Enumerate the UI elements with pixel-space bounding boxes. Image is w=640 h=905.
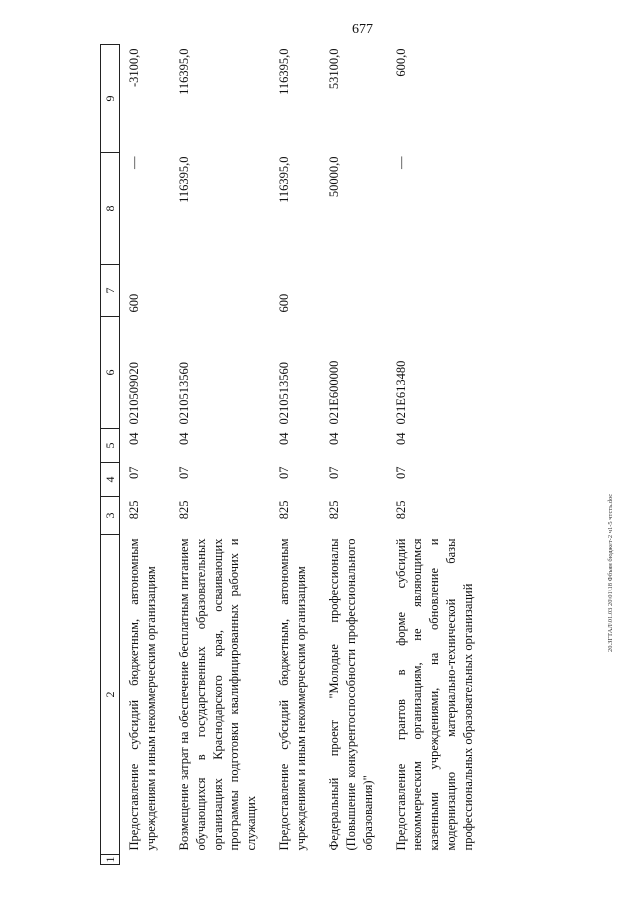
header-cell: 9 — [101, 45, 120, 153]
cell-expense-type — [387, 265, 487, 317]
page-number: 677 — [352, 22, 373, 37]
table-row — [387, 45, 487, 865]
cell-expense-type — [320, 265, 387, 317]
cell-target-code: 0210509020 — [127, 362, 141, 425]
cell-expense-type: 600 — [277, 293, 292, 313]
cell-amount-1: — — [393, 156, 408, 169]
row-description: Предоставление грантов в форме субсидий некоммерческим организациям, не являющимся казенными учреждениями, на обновление и модернизацию материально-технической базы профессиональных образовательных организаций — [393, 538, 475, 851]
cell-target-code: 021E600000 — [326, 360, 341, 425]
cell-amount-2: 116395,0 — [176, 48, 191, 95]
header-cell: 8 — [101, 153, 120, 265]
cell-section: 07 — [393, 466, 408, 479]
cell-target-code: 0210513560 — [176, 362, 191, 425]
cell-section: 07 — [326, 466, 341, 479]
cell-ministry: 825 — [277, 500, 292, 520]
cell-ministry: 825 — [127, 500, 141, 520]
header-cell: 3 — [101, 497, 120, 535]
header-cell: 2 — [101, 535, 120, 855]
row-description: Предоставление субсидий бюджетным, автономным учреждениям и иным некоммерческим организациям — [277, 538, 308, 851]
cell-subsection: 04 — [127, 432, 141, 445]
cell-ministry: 825 — [393, 500, 408, 520]
cell-target-code: 0210513560 — [277, 362, 292, 425]
cell-target-code: 021E613480 — [393, 360, 408, 425]
cell-section: 07 — [277, 466, 292, 479]
cell-expense-type — [170, 265, 270, 317]
table-row — [170, 45, 270, 865]
cell-subsection: 04 — [176, 432, 191, 445]
cell-ministry: 825 — [176, 500, 191, 520]
file-path-note: 20.ЗГТАЛ\01.03 20\01\18 Фбъян бюджет-2 ч1-5 чтсть.doc — [607, 493, 614, 652]
cell-amount-2: 116395,0 — [277, 48, 292, 95]
cell-amount-2: -3100,0 — [127, 48, 141, 88]
rotated-table — [100, 45, 590, 865]
header-cell: 6 — [101, 317, 120, 429]
cell-section: 07 — [176, 466, 191, 479]
row-description: Возмещение затрат на обеспечение бесплатным питанием обучающихся в государственных образовательных организациях Краснодарского края, осваивающих программы подготовки квалифицированных рабочих и служащих — [176, 538, 259, 851]
header-cell: 7 — [101, 265, 120, 317]
cell-amount-1: 116395,0 — [277, 156, 292, 203]
cell-expense-type: 600 — [127, 293, 141, 313]
cell-amount-2: 53100,0 — [326, 48, 341, 90]
header-cell: 5 — [101, 429, 120, 463]
cell-section: 07 — [127, 466, 141, 479]
header-cell: 1 — [101, 855, 120, 865]
cell-amount-2: 600,0 — [393, 48, 408, 77]
table-header-row — [101, 45, 120, 865]
cell-amount-1: 50000,0 — [326, 156, 341, 198]
cell-amount-1: 116395,0 — [176, 156, 191, 203]
budget-table — [100, 44, 487, 865]
cell-subsection: 04 — [277, 432, 292, 445]
table-row — [270, 45, 320, 865]
cell-subsection: 04 — [326, 432, 341, 445]
row-description: Федеральный проект "Молодые профессионалы (Повышение конкурентоспособности профессионального образования)" — [326, 538, 375, 851]
cell-ministry: 825 — [326, 500, 341, 520]
header-cell: 4 — [101, 463, 120, 497]
budget-table-container — [100, 45, 590, 865]
cell-subsection: 04 — [393, 432, 408, 445]
cell-amount-1: — — [127, 156, 141, 169]
table-row — [320, 45, 387, 865]
table-row — [120, 45, 170, 865]
row-description: Предоставление субсидий бюджетным, автономным учреждениям и иным некоммерческим организациям — [127, 538, 158, 851]
